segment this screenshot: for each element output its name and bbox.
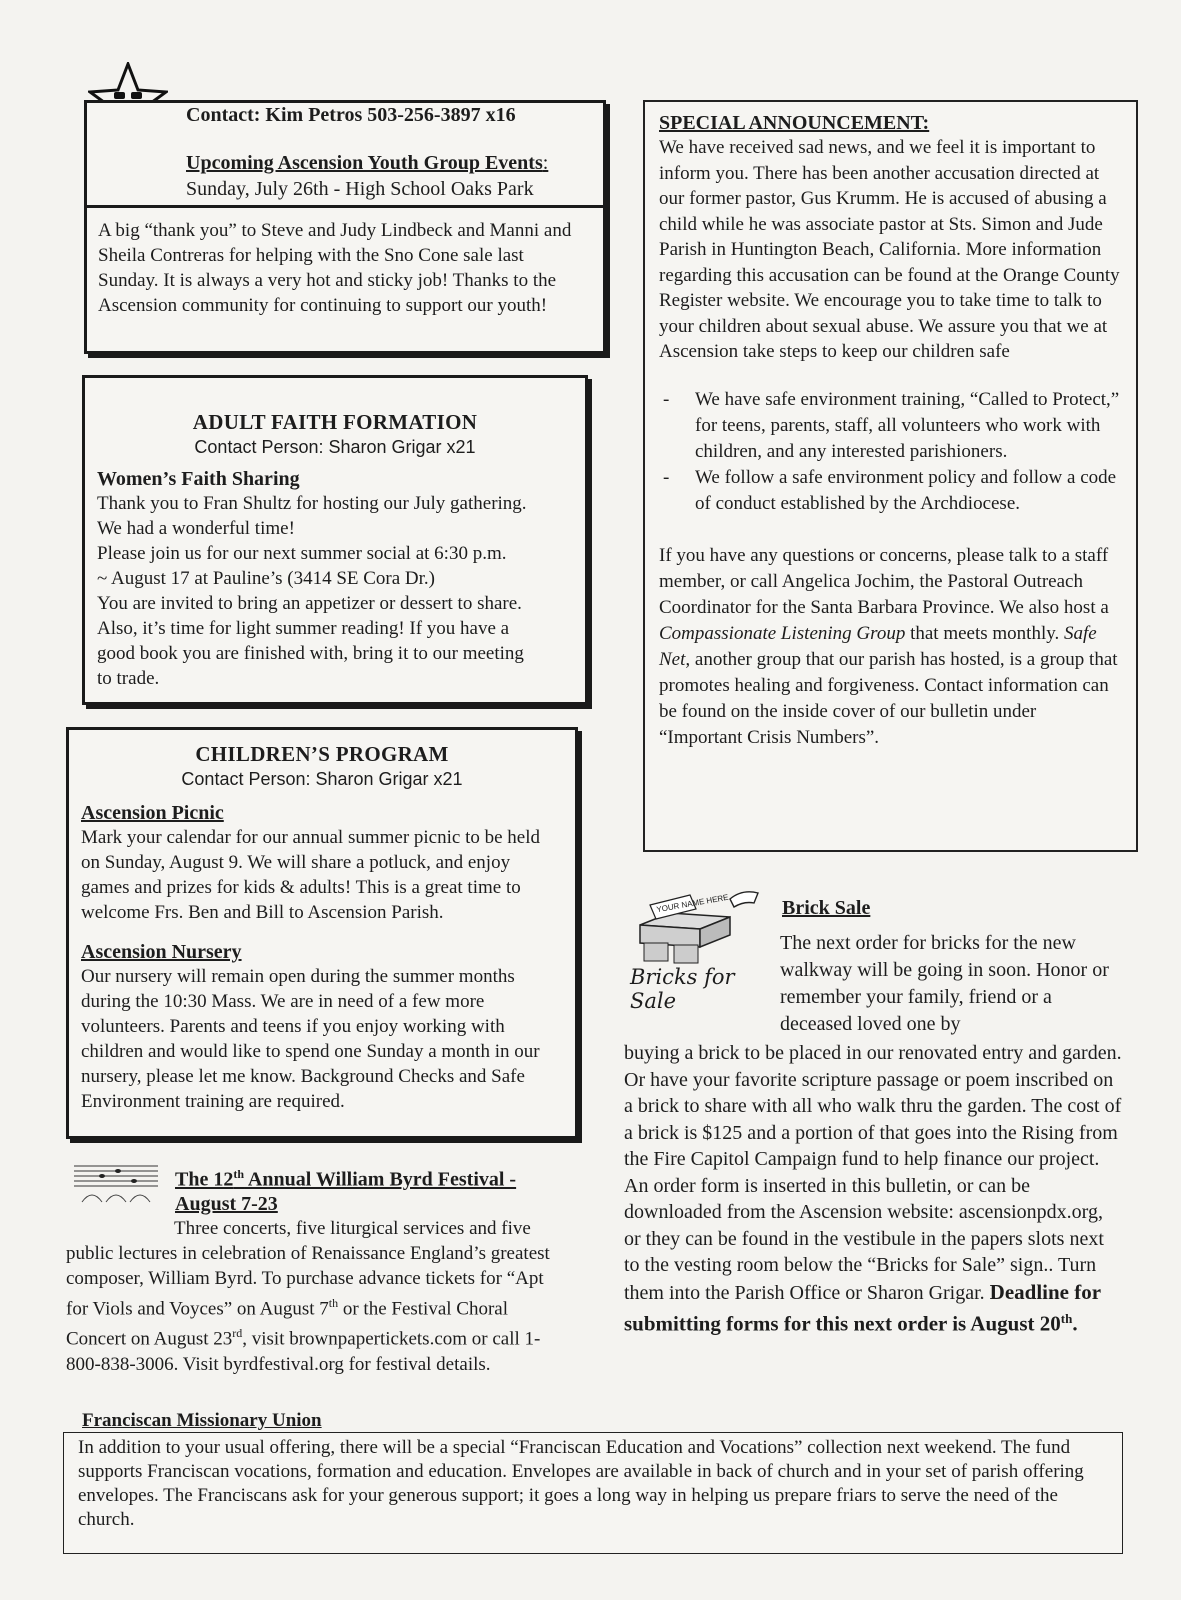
byrd-body-b: or the Festival Choral Concert on August 23 (66, 1298, 509, 1350)
closing-text-b: that meets monthly. (905, 622, 1064, 644)
youth-divider (84, 205, 606, 208)
bullet-dash-icon: - (663, 388, 670, 410)
byrd-festival-body (66, 1216, 556, 1377)
women-faith-title: Women’s Faith Sharing (97, 468, 300, 490)
byrd-title-sup: th (233, 1167, 245, 1181)
brick-para2 (624, 1040, 1124, 1338)
adult-line: Also, it’s time for light summer reading! If you have a (97, 618, 510, 639)
adult-line: Please join us for our next summer social at 6:30 p.m. (97, 543, 507, 564)
adult-line: We had a wonderful time! (97, 518, 295, 539)
youth-contact: Contact: Kim Petros 503-256-3897 x16 (186, 104, 516, 126)
byrd-sup-1: th (328, 1296, 339, 1310)
brick-para1: The next order for bricks for the new walkway will be going in soon. Honor or remember your family, friend or a deceased loved one by (780, 932, 1109, 1035)
byrd-sup-2: rd (232, 1326, 243, 1341)
picnic-title: Ascension Picnic (81, 802, 224, 824)
picnic-body: Mark your calendar for our annual summer picnic to be held on Sunday, August 9. We will share a potluck, and enjoy games and prizes for kids & adults! This is a great time to welcome Frs. Ben and Bill to Ascension Parish. (81, 827, 541, 923)
adult-line: good book you are finished with, bring it to our meeting (97, 643, 524, 664)
adult-faith-box (82, 375, 588, 705)
adult-contact: Contact Person: Sharon Grigar x21 (194, 437, 476, 457)
special-closing (659, 543, 1122, 751)
bullet-item (663, 465, 1122, 517)
youth-events-colon: : (542, 152, 549, 174)
children-title: CHILDREN’S PROGRAM (195, 742, 449, 766)
byrd-body-a: Three concerts, five liturgical services and five public lectures in celebration of Renaissance England’s greatest composer, William Byrd. To purchase advance tickets for “Apt for Viols and Voyces” on August 7 (66, 1218, 550, 1320)
byrd-title-a: The 12 (175, 1168, 234, 1191)
bullet-text: We follow a safe environment policy and follow a code of conduct established by the Archdiocese. (695, 466, 1117, 514)
missionary-union-body: In addition to your usual offering, there will be a special “Franciscan Education and Vocations” collection next weekend. The fund supports Franciscan vocations, formation and education. Envelopes are available in back of church and in your set of parish offering envelopes. The Franciscans ask for your generous support; it goes a long way in helping us prepare friars to serve the need of the church. (78, 1437, 1084, 1530)
music-staff-icon (72, 1158, 160, 1208)
nursery-body: Our nursery will remain open during the summer months during the 10:30 Mass. We are in need of a few more volunteers. Parents and teens if you enjoy working with children and would like to spend one Sunday a month in our nursery, please let me know. Background Checks and Safe Environment training are required. (81, 966, 540, 1112)
byrd-title-b: Annual William Byrd Festival - August 7-23 (175, 1168, 517, 1215)
brick-deadline: Deadline for submitting forms for this next order is August 20 (624, 1279, 1101, 1336)
closing-italic-1: Compassionate Listening Group (659, 622, 906, 644)
closing-text-c: another group that our parish has hosted, is a group that promotes healing and forgiveness. Contact information can be found on the inside cover of our bulletin under “Important Crisis Numbers”. (659, 648, 1118, 748)
bullet-item (663, 387, 1122, 465)
adult-line: to trade. (97, 668, 160, 689)
closing-text-a: If you have any questions or concerns, please talk to a staff member, or call Angelica Jochim, the Pastoral Outreach Coordinator for the Santa Barbara Province. We also host a (659, 544, 1109, 618)
adult-line: ~ August 17 at Pauline’s (3414 SE Cora Dr.) (97, 568, 436, 589)
nursery-title: Ascension Nursery (81, 941, 242, 963)
adult-line: Thank you to Fran Shultz for hosting our July gathering. (97, 493, 527, 514)
adult-line: You are invited to bring an appetizer or dessert to share. (97, 593, 522, 614)
adult-body (97, 491, 573, 691)
youth-events-title (186, 152, 548, 175)
bullet-text: We have safe environment training, “Called to Protect,” for teens, parents, staff, all volunteers who work with children, and any interested parishioners. (695, 388, 1120, 462)
special-intro: We have received sad news, and we feel it is important to inform you. There has been another accusation directed at our former pastor, Gus Krumm. He is accused of abusing a child while he was associate pastor at Sts. Simon and Jude Parish in Huntington Beach, California. More information regarding this accusation can be found at the Orange County Register website. We encourage you to take time to talk to your children about sexual abuse. We assure you that we at Ascension take steps to keep our children safe (659, 137, 1120, 362)
special-announcement-box (643, 100, 1138, 852)
youth-events-line: Sunday, July 26th - High School Oaks Park (186, 178, 534, 200)
children-contact: Contact Person: Sharon Grigar x21 (181, 769, 463, 789)
childrens-program-box (66, 727, 578, 1139)
missionary-union-title: Franciscan Missionary Union (78, 1410, 326, 1432)
byrd-festival-title (175, 1162, 565, 1216)
special-bullets (659, 387, 1122, 517)
youth-events-title-text: Upcoming Ascension Youth Group Events (186, 152, 543, 174)
special-title: SPECIAL ANNOUNCEMENT: (659, 112, 930, 134)
byrd-body-c: , visit brownpapertickets.com or call 1-800-838-3006. Visit byrdfestival.org for festival details. (66, 1328, 541, 1375)
bricks-for-sale-graphic (630, 885, 770, 1013)
brick-sale-title: Brick Sale (782, 897, 871, 919)
youth-thanks-text: A big “thank you” to Steve and Judy Lindbeck and Manni and Sheila Contreras for helping with the Sno Cone sale last Sunday. It is always a very hot and sticky job! Thanks to the Ascension community for continuing to support our youth! (98, 220, 572, 316)
brick-caption: Bricks for Sale (630, 965, 735, 1013)
adult-title: ADULT FAITH FORMATION (192, 410, 478, 434)
closing-italic-2: Safe Net, (659, 622, 1097, 670)
brick-deadline-sup: th (1060, 1311, 1073, 1326)
bullet-dash-icon: - (663, 466, 670, 488)
brick-deadline-end: . (1072, 1311, 1078, 1336)
brick-para2-text: buying a brick to be placed in our renovated entry and garden. Or have your favorite scripture passage or poem inscribed on a brick to share with all who walk thru the garden. The cost of a brick is $125 and a portion of that goes into the Rising from the Fire Capitol Campaign fund to help finance our project. An order form is inserted in this bulletin, or can be downloaded from the Ascension website: ascensionpdx.org, or they can be found in the vestibule in the papers slots next to the vesting room below the “Bricks for Sale” sign.. Turn them into the Parish Office or Sharon Grigar. (624, 1042, 1122, 1304)
brick-tag: YOUR NAME HERE (655, 892, 730, 915)
